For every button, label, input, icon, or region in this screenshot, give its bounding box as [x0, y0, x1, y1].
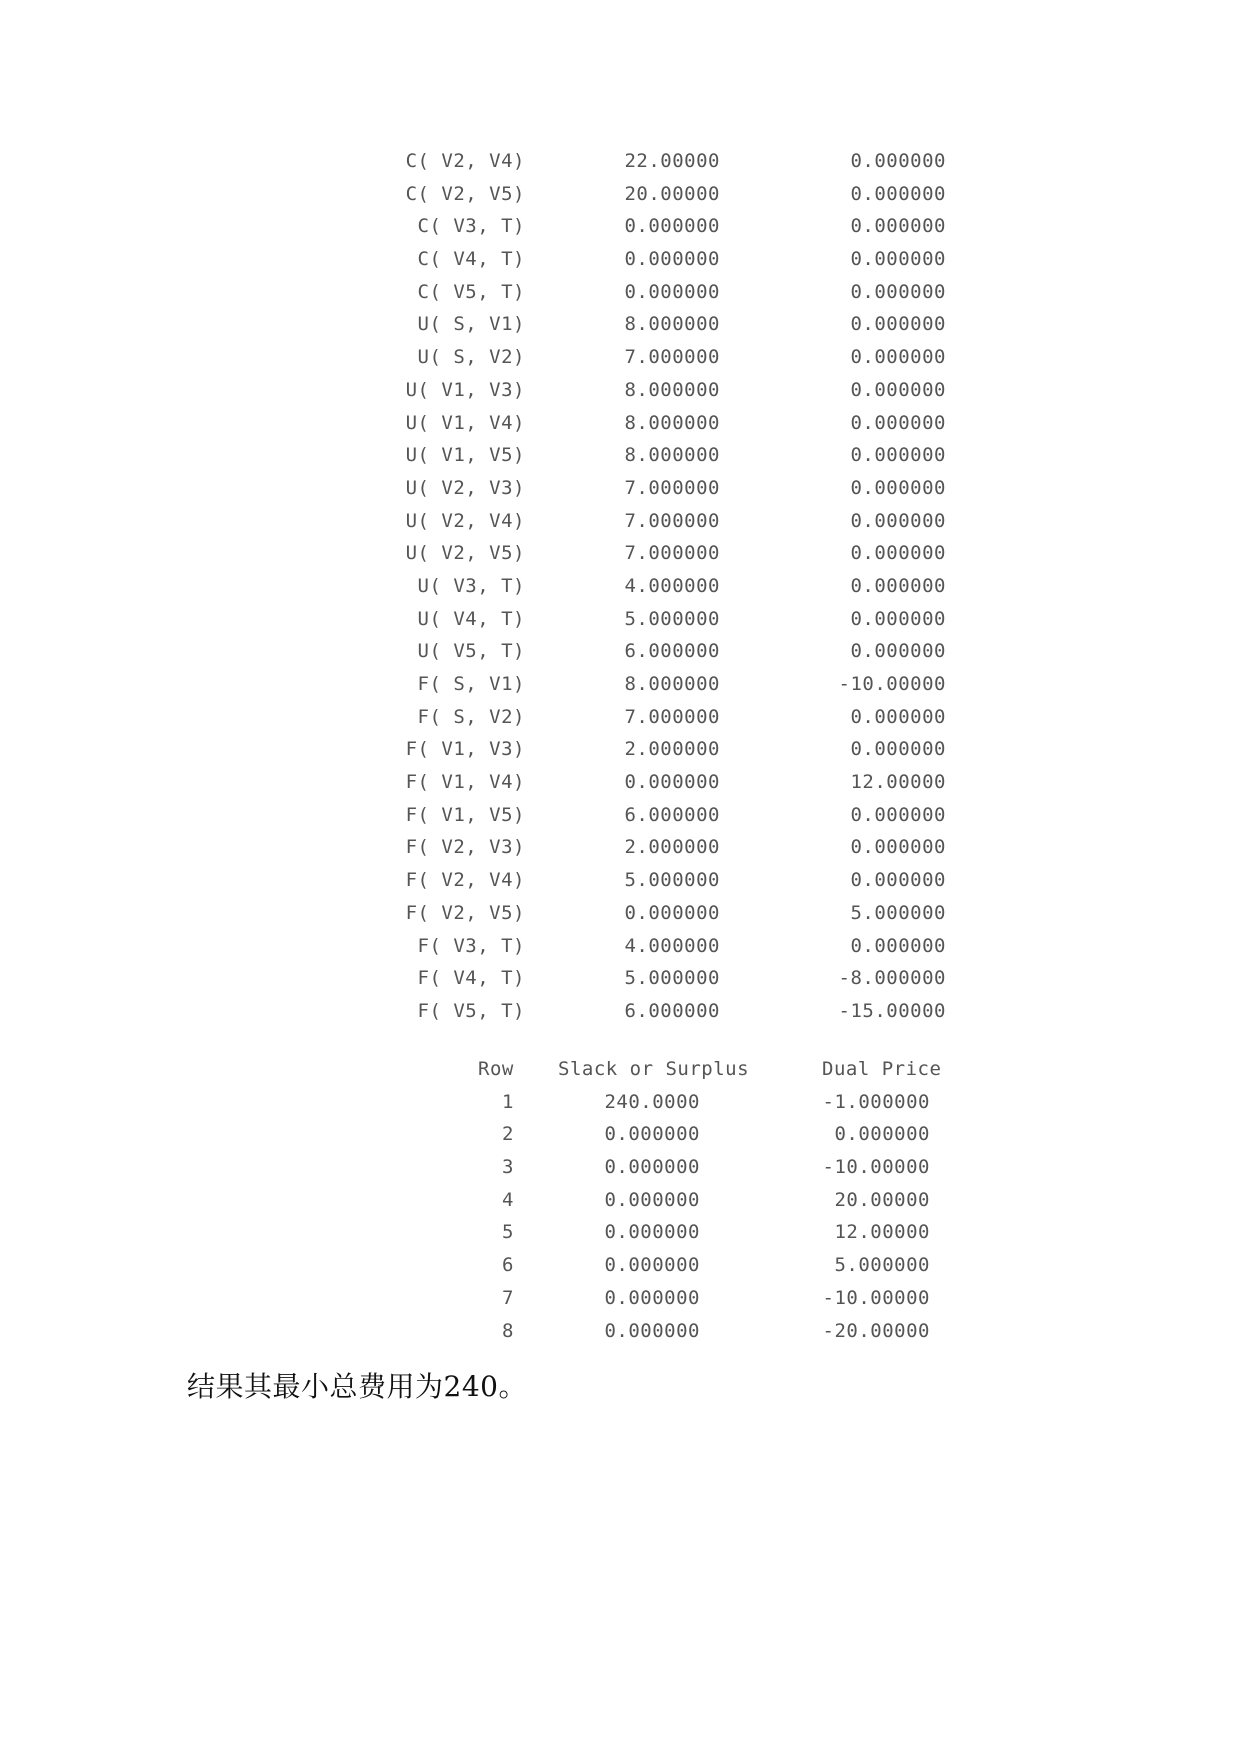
- row-table-header: [470, 1058, 970, 1091]
- variable-reduced-cost: 0.000000: [850, 836, 946, 859]
- variable-value: 0.000000: [624, 215, 720, 238]
- variable-value: 8.000000: [624, 378, 720, 401]
- variable-name: F( S, V1): [417, 673, 525, 695]
- variable-name: F( V2, V3): [405, 836, 525, 859]
- variable-name: U( V1, V3): [405, 378, 525, 401]
- variable-reduced-cost: 0.000000: [850, 346, 946, 369]
- variable-name: C( V3, T): [417, 215, 525, 238]
- variable-name: U( V1, V5): [405, 444, 525, 467]
- variable-value: 8.000000: [624, 411, 720, 434]
- row-number: 3: [502, 1156, 514, 1179]
- variable-row: [380, 738, 980, 771]
- row-slack-value: 240.0000: [604, 1090, 700, 1113]
- variable-value: 8.000000: [624, 313, 720, 336]
- variable-row: [380, 313, 980, 346]
- variable-reduced-cost: 0.000000: [850, 640, 946, 663]
- variable-name: U( V4, T): [417, 607, 525, 630]
- row-dual-price: 0.000000: [834, 1123, 930, 1146]
- header-slack-or-surplus: Slack or Surplus: [558, 1058, 750, 1080]
- header-row: Row: [478, 1058, 514, 1080]
- variable-value: 6.000000: [624, 640, 720, 663]
- variable-reduced-cost: 0.000000: [850, 215, 946, 238]
- variable-value: 5.000000: [624, 607, 720, 630]
- variable-row: [380, 673, 980, 706]
- row-slack-value: 0.000000: [604, 1221, 700, 1244]
- variable-name: U( S, V2): [417, 346, 525, 369]
- row-slack-dual-table: [470, 1058, 970, 1352]
- variable-row: [380, 706, 980, 739]
- variable-reduced-cost: 0.000000: [850, 313, 946, 336]
- row-slack-value: 0.000000: [604, 1123, 700, 1146]
- variable-name: F( V1, V3): [405, 738, 525, 761]
- variable-name: C( V2, V4): [405, 150, 525, 172]
- variable-value: 4.000000: [624, 934, 720, 957]
- variable-row: [380, 215, 980, 248]
- variable-row: [380, 150, 980, 183]
- variable-reduced-cost: 0.000000: [850, 509, 946, 532]
- variable-name: F( V3, T): [417, 934, 525, 957]
- variable-reduced-cost: -8.000000: [838, 967, 946, 990]
- row-number: 1: [502, 1090, 514, 1113]
- variable-name: F( S, V2): [417, 705, 525, 728]
- variable-reduced-cost: 12.00000: [850, 771, 946, 794]
- variable-row: [380, 477, 980, 510]
- variable-reduced-cost: 0.000000: [850, 150, 946, 172]
- row-table-row: [470, 1123, 970, 1156]
- row-dual-price: 20.00000: [834, 1188, 930, 1211]
- row-slack-value: 0.000000: [604, 1188, 700, 1211]
- variable-row: [380, 771, 980, 804]
- row-slack-value: 0.000000: [604, 1286, 700, 1309]
- variable-name: C( V5, T): [417, 280, 525, 303]
- variable-reduced-cost: 0.000000: [850, 738, 946, 761]
- variable-row: [380, 510, 980, 543]
- row-table-row: [470, 1320, 970, 1353]
- row-number: 2: [502, 1123, 514, 1146]
- variable-reduced-cost: 0.000000: [850, 542, 946, 565]
- variable-name: F( V2, V5): [405, 901, 525, 924]
- row-number: 8: [502, 1319, 514, 1342]
- variable-value: 0.000000: [624, 280, 720, 303]
- variable-value: 6.000000: [624, 803, 720, 826]
- row-slack-value: 0.000000: [604, 1319, 700, 1342]
- variable-reduced-cost: 0.000000: [850, 378, 946, 401]
- row-table-row: [470, 1287, 970, 1320]
- variable-name: C( V2, V5): [405, 182, 525, 205]
- row-dual-price: 5.000000: [834, 1254, 930, 1277]
- conclusion-text: 结果其最小总费用为240。: [187, 1370, 527, 1403]
- header-dual-price: Dual Price: [822, 1058, 942, 1080]
- row-number: 5: [502, 1221, 514, 1244]
- variable-value: 7.000000: [624, 705, 720, 728]
- variable-reduced-cost: 0.000000: [850, 869, 946, 892]
- variable-value: 4.000000: [624, 574, 720, 597]
- row-table-row: [470, 1189, 970, 1222]
- variable-row: [380, 869, 980, 902]
- variable-reduced-cost: 0.000000: [850, 934, 946, 957]
- variable-name: F( V2, V4): [405, 869, 525, 892]
- row-slack-value: 0.000000: [604, 1254, 700, 1277]
- variable-reduced-cost: 0.000000: [850, 574, 946, 597]
- variable-row: [380, 935, 980, 968]
- variable-value: 2.000000: [624, 836, 720, 859]
- variable-value: 8.000000: [624, 444, 720, 467]
- variable-value: 22.00000: [624, 150, 720, 172]
- variable-reduced-cost: 5.000000: [850, 901, 946, 924]
- variable-row: [380, 183, 980, 216]
- variable-reduced-cost: 0.000000: [850, 803, 946, 826]
- variable-value: 0.000000: [624, 901, 720, 924]
- variable-row: [380, 804, 980, 837]
- variable-row: [380, 1000, 980, 1033]
- variable-reduced-cost: -15.00000: [838, 999, 946, 1022]
- variable-reduced-cost: 0.000000: [850, 705, 946, 728]
- row-number: 7: [502, 1286, 514, 1309]
- row-slack-value: 0.000000: [604, 1156, 700, 1179]
- variable-value: 7.000000: [624, 476, 720, 499]
- variable-row: [380, 836, 980, 869]
- variable-reduced-cost: 0.000000: [850, 248, 946, 271]
- variable-value: 5.000000: [624, 869, 720, 892]
- variable-reduced-cost: 0.000000: [850, 607, 946, 630]
- row-table-row: [470, 1091, 970, 1124]
- variable-value: 8.000000: [624, 673, 720, 695]
- variable-reduced-cost: 0.000000: [850, 280, 946, 303]
- variable-row: [380, 444, 980, 477]
- row-number: 6: [502, 1254, 514, 1277]
- variable-reduced-cost: 0.000000: [850, 182, 946, 205]
- variable-name: F( V1, V4): [405, 771, 525, 794]
- variable-row: [380, 608, 980, 641]
- variable-value: 20.00000: [624, 182, 720, 205]
- variable-value: 7.000000: [624, 542, 720, 565]
- variable-value: 7.000000: [624, 346, 720, 369]
- row-table-row: [470, 1254, 970, 1287]
- variable-name: U( V2, V3): [405, 476, 525, 499]
- variable-value: 7.000000: [624, 509, 720, 532]
- variable-reduced-cost: -10.00000: [838, 673, 946, 695]
- variable-reduced-cost: 0.000000: [850, 444, 946, 467]
- row-dual-price: -10.00000: [822, 1286, 930, 1309]
- variable-value: 5.000000: [624, 967, 720, 990]
- variable-row: [380, 967, 980, 1000]
- row-dual-price: -20.00000: [822, 1319, 930, 1342]
- row-number: 4: [502, 1188, 514, 1211]
- row-dual-price: 12.00000: [834, 1221, 930, 1244]
- variable-values-table: [380, 150, 980, 1033]
- variable-name: U( S, V1): [417, 313, 525, 336]
- variable-row: [380, 640, 980, 673]
- variable-row: [380, 281, 980, 314]
- row-dual-price: -10.00000: [822, 1156, 930, 1179]
- variable-row: [380, 412, 980, 445]
- variable-row: [380, 575, 980, 608]
- variable-name: U( V1, V4): [405, 411, 525, 434]
- variable-value: 0.000000: [624, 771, 720, 794]
- variable-reduced-cost: 0.000000: [850, 476, 946, 499]
- variable-value: 6.000000: [624, 999, 720, 1022]
- variable-name: U( V2, V4): [405, 509, 525, 532]
- variable-reduced-cost: 0.000000: [850, 411, 946, 434]
- variable-name: F( V4, T): [417, 967, 525, 990]
- row-table-row: [470, 1221, 970, 1254]
- row-table-row: [470, 1156, 970, 1189]
- variable-name: F( V1, V5): [405, 803, 525, 826]
- variable-name: U( V2, V5): [405, 542, 525, 565]
- variable-name: U( V3, T): [417, 574, 525, 597]
- variable-row: [380, 379, 980, 412]
- variable-row: [380, 346, 980, 379]
- variable-row: [380, 248, 980, 281]
- variable-name: C( V4, T): [417, 248, 525, 271]
- variable-row: [380, 902, 980, 935]
- variable-row: [380, 542, 980, 575]
- variable-name: U( V5, T): [417, 640, 525, 663]
- variable-value: 0.000000: [624, 248, 720, 271]
- variable-name: F( V5, T): [417, 999, 525, 1022]
- variable-value: 2.000000: [624, 738, 720, 761]
- row-dual-price: -1.000000: [822, 1090, 930, 1113]
